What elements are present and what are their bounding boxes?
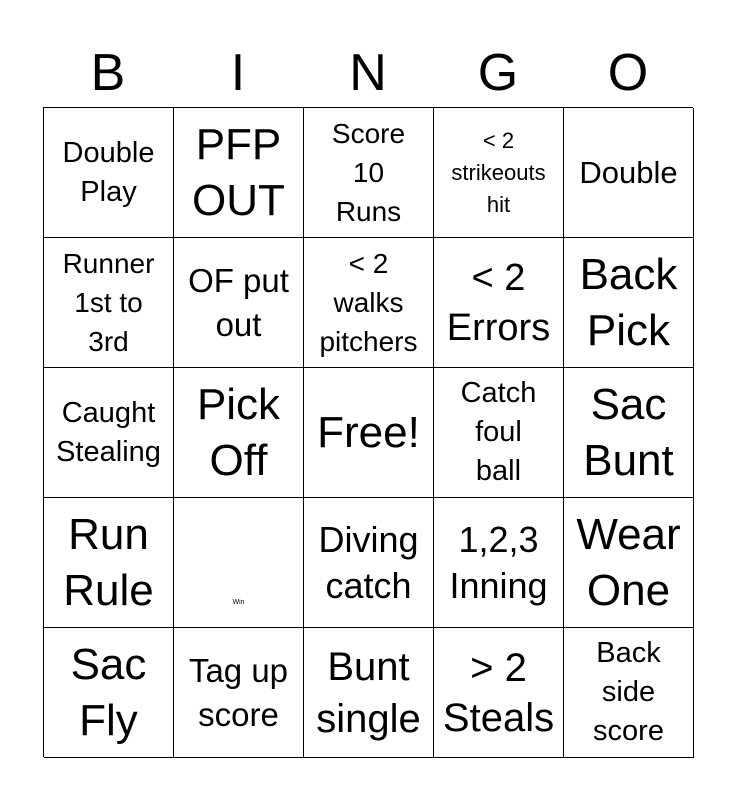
- header-letter-i: I: [230, 44, 246, 102]
- bingo-cell[interactable]: Score 10 Runs: [304, 108, 434, 238]
- bingo-cell[interactable]: Tag up score: [174, 628, 304, 758]
- bingo-cell[interactable]: Double Play: [44, 108, 174, 238]
- bingo-cell[interactable]: Back Pick: [564, 238, 694, 368]
- win-label: Win: [232, 599, 245, 606]
- header-letter-g: G: [477, 44, 519, 102]
- bingo-cell[interactable]: Sac Bunt: [564, 368, 694, 498]
- bingo-cell[interactable]: Caught Stealing: [44, 368, 174, 498]
- bingo-cell[interactable]: Bunt single: [304, 628, 434, 758]
- bingo-cell[interactable]: Run Rule: [44, 498, 174, 628]
- bingo-cell[interactable]: < 2 walks pitchers: [304, 238, 434, 368]
- bingo-cell-empty[interactable]: [174, 498, 304, 628]
- bingo-cell[interactable]: < 2 Errors: [434, 238, 564, 368]
- header-letter-n: N: [349, 44, 387, 102]
- bingo-cell[interactable]: Pick Off: [174, 368, 304, 498]
- bingo-header: [43, 40, 693, 106]
- header-letter-o: O: [607, 44, 649, 102]
- bingo-cell[interactable]: 1,2,3 Inning: [434, 498, 564, 628]
- bingo-cell[interactable]: > 2 Steals: [434, 628, 564, 758]
- bingo-cell[interactable]: Catch foul ball: [434, 368, 564, 498]
- bingo-cell[interactable]: Wear One: [564, 498, 694, 628]
- header-letter-b: B: [90, 44, 126, 102]
- bingo-cell[interactable]: Back side score: [564, 628, 694, 758]
- bingo-cell[interactable]: Diving catch: [304, 498, 434, 628]
- bingo-cell[interactable]: PFP OUT: [174, 108, 304, 238]
- bingo-cell[interactable]: OF put out: [174, 238, 304, 368]
- bingo-cell[interactable]: Sac Fly: [44, 628, 174, 758]
- bingo-cell[interactable]: Double: [564, 108, 694, 238]
- free-space-cell[interactable]: Free!: [304, 368, 434, 498]
- bingo-cell[interactable]: < 2 strikeouts hit: [434, 108, 564, 238]
- bingo-cell[interactable]: Runner 1st to 3rd: [44, 238, 174, 368]
- bingo-card-grid: [43, 107, 693, 757]
